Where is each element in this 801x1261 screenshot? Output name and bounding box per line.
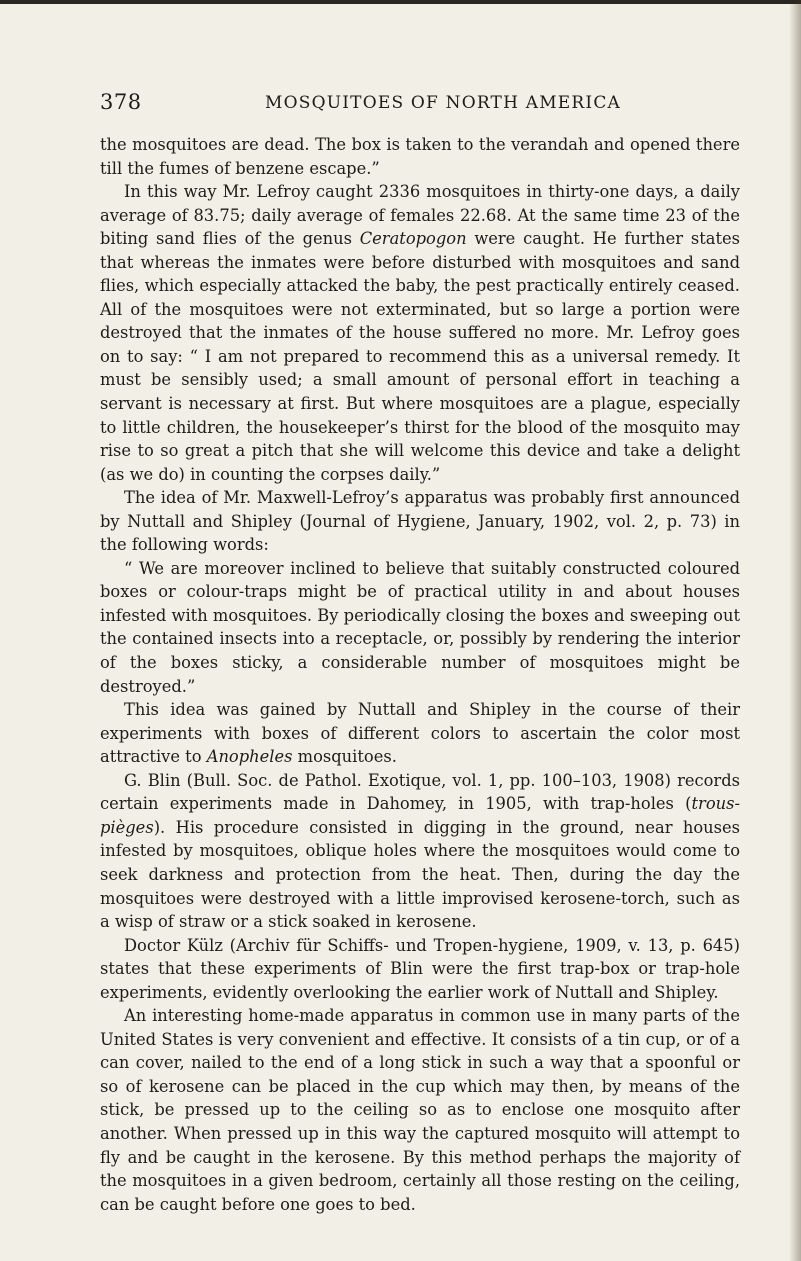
page-number: 378	[100, 90, 142, 114]
running-head: MOSQUITOES OF NORTH AMERICA	[265, 93, 622, 113]
page-header	[100, 90, 740, 114]
italic-term: Anopheles	[206, 747, 293, 767]
paragraph	[100, 698, 740, 769]
paragraph	[100, 769, 740, 934]
paragraph	[100, 133, 740, 180]
text-run: An interesting home-made apparatus in common use in many parts of the United States is very convenient and effective. It consists of a tin cup, or of a can cover, nailed to the end of a long stick in such a way that a spoonful or so of kerosene can be placed in the cup which may then, by means of the stick, be pressed up to the ceiling so as to enclose one mosquito after another. When pressed up in this way the captured mosquito will attempt to fly and be caught in the kerosene. By this method perhaps the majority of the mosquitoes in a given bedroom, certainly all those resting on the ceiling, can be caught before one goes to bed.	[100, 1006, 740, 1214]
paragraph	[100, 934, 740, 1005]
page-body	[100, 133, 740, 1216]
text-run: were caught. He further states that whereas the inmates were before disturbed with mosquitoes and sand flies, which especially attacked the baby, the pest practically entirely ceased. All of the mosquitoes were not exterminated, but so large a portion were destroyed that the inmates of the house suffered no more. Mr. Lefroy goes on to say: “ I am not prepared to recommend this as a universal remedy. It must be sensibly used; a small amount of personal effort in teaching a servant is necessary at first. But where mosquitoes are a plague, especially to little children, the housekeeper’s thirst for the blood of the mosquito may rise to so great a pitch that she will welcome this device and take a delight (as we do) in counting the corpses daily.”	[100, 229, 740, 484]
text-run: ). His procedure consisted in digging in the ground, near houses infested by mosquitoes, oblique holes where the mosquitoes would come to seek darkness and protection from the heat. Then, during the day the mosquitoes were destroyed with a little improvised kerosene-torch, such as a wisp of straw or a stick soaked in kerosene.	[100, 817, 740, 932]
italic-term: trous-pièges	[100, 794, 740, 837]
page-top-edge	[0, 0, 801, 4]
paragraph	[100, 1004, 740, 1216]
italic-term: Ceratopogon	[359, 229, 467, 249]
paragraph	[100, 486, 740, 557]
text-run: the mosquitoes are dead. The box is taken to the verandah and opened there till the fumes of benzene escape.”	[100, 135, 740, 178]
page-gutter-shadow	[789, 0, 801, 1261]
text-run: “ We are moreover inclined to believe that suitably constructed coloured boxes or colour-traps might be of practical utility in and about houses infested with mosquitoes. By periodically closing the boxes and sweeping out the contained insects into a receptacle, or, possibly by rendering the interior of the boxes sticky, a considerable number of mosquitoes might be destroyed.”	[100, 558, 740, 696]
text-run: This idea was gained by Nuttall and Shipley in the course of their experiments with boxes of different colors to ascertain the color most attractive to	[100, 700, 740, 767]
text-run: In this way Mr. Lefroy caught 2336 mosquitoes in thirty-one days, a daily average of 83.75; daily average of females 22.68. At the same time 23 of the biting sand flies of the genus	[100, 182, 740, 249]
text-run: Doctor Külz (Archiv für Schiffs- und Tropen-hygiene, 1909, v. 13, p. 645) states that these experiments of Blin were the first trap-box or trap-hole experiments, evidently overlooking the earlier work of Nuttall and Shipley.	[100, 935, 740, 1002]
text-run: mosquitoes.	[292, 747, 397, 767]
paragraph	[100, 180, 740, 486]
paragraph	[100, 557, 740, 698]
text-run: The idea of Mr. Maxwell-Lefroy’s apparatus was probably first announced by Nuttall and Shipley (Journal of Hygiene, January, 1902, vol. 2, p. 73) in the following words:	[100, 488, 740, 555]
text-run: G. Blin (Bull. Soc. de Pathol. Exotique, vol. 1, pp. 100–103, 1908) records certain experiments made in Dahomey, in 1905, with trap-holes (	[100, 770, 740, 814]
